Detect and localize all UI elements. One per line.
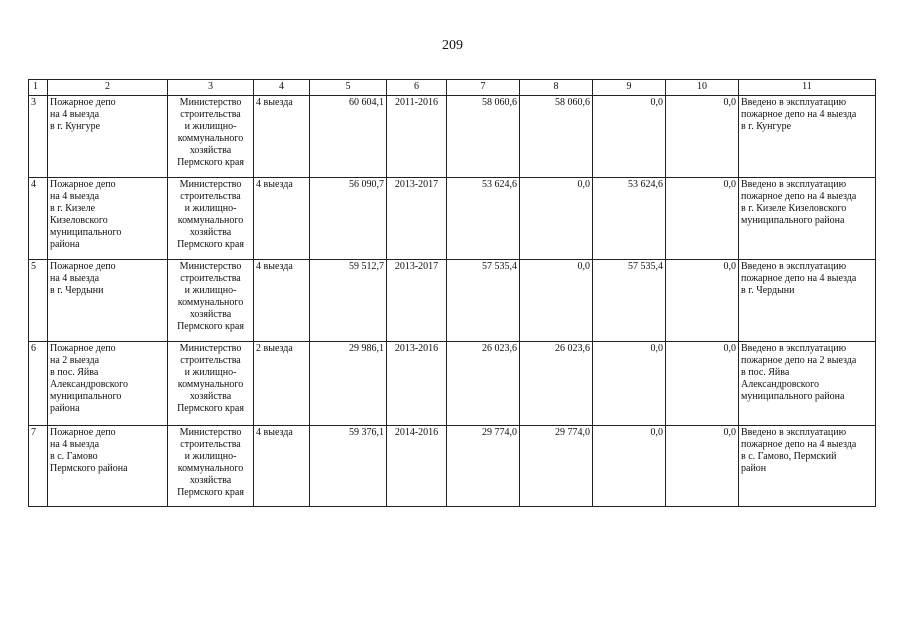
table-row (29, 342, 876, 426)
estimated-cost: 59 512,7 (310, 260, 387, 342)
amount-col10: 0,0 (666, 342, 739, 426)
amount-col10: 0,0 (666, 96, 739, 178)
row-number: 5 (29, 260, 48, 342)
amount-col8: 58 060,6 (520, 96, 593, 178)
column-number-row (29, 80, 876, 96)
row-number: 3 (29, 96, 48, 178)
amount-col8: 0,0 (520, 260, 593, 342)
customer: Министерство строительства и жилищно- коммунального хозяйства Пермского края (168, 426, 254, 507)
program-table (28, 79, 876, 507)
period: 2013-2016 (387, 342, 447, 426)
capacity: 4 выезда (254, 426, 310, 507)
table-row (29, 96, 876, 178)
total-amount: 53 624,6 (447, 178, 520, 260)
customer: Министерство строительства и жилищно- коммунального хозяйства Пермского края (168, 178, 254, 260)
period: 2013-2017 (387, 178, 447, 260)
column-header: 9 (593, 80, 666, 96)
column-header: 10 (666, 80, 739, 96)
amount-col9: 0,0 (593, 342, 666, 426)
row-number: 6 (29, 342, 48, 426)
estimated-cost: 60 604,1 (310, 96, 387, 178)
customer: Министерство строительства и жилищно- коммунального хозяйства Пермского края (168, 96, 254, 178)
estimated-cost: 29 986,1 (310, 342, 387, 426)
page-number: 209 (442, 38, 463, 53)
table-row (29, 178, 876, 260)
column-header: 7 (447, 80, 520, 96)
total-amount: 58 060,6 (447, 96, 520, 178)
column-header: 8 (520, 80, 593, 96)
amount-col9: 0,0 (593, 426, 666, 507)
object-name: Пожарное депо на 4 выезда в с. Гамово Пермского района (48, 426, 168, 507)
amount-col9: 57 535,4 (593, 260, 666, 342)
expected-result: Введено в эксплуатацию пожарное депо на 2 выезда в пос. Яйва Александровского муниципального района (739, 342, 876, 426)
period: 2014-2016 (387, 426, 447, 507)
column-header: 2 (48, 80, 168, 96)
capacity: 4 выезда (254, 96, 310, 178)
amount-col8: 29 774,0 (520, 426, 593, 507)
capacity: 2 выезда (254, 342, 310, 426)
column-header: 1 (29, 80, 48, 96)
table-row (29, 260, 876, 342)
column-header: 3 (168, 80, 254, 96)
amount-col9: 0,0 (593, 96, 666, 178)
expected-result: Введено в эксплуатацию пожарное депо на 4 выезда в с. Гамово, Пермский район (739, 426, 876, 507)
column-header: 11 (739, 80, 876, 96)
period: 2013-2017 (387, 260, 447, 342)
expected-result: Введено в эксплуатацию пожарное депо на 4 выезда в г. Кунгуре (739, 96, 876, 178)
column-header: 5 (310, 80, 387, 96)
estimated-cost: 56 090,7 (310, 178, 387, 260)
column-header: 4 (254, 80, 310, 96)
estimated-cost: 59 376,1 (310, 426, 387, 507)
row-number: 7 (29, 426, 48, 507)
amount-col10: 0,0 (666, 178, 739, 260)
customer: Министерство строительства и жилищно- коммунального хозяйства Пермского края (168, 342, 254, 426)
customer: Министерство строительства и жилищно- коммунального хозяйства Пермского края (168, 260, 254, 342)
expected-result: Введено в эксплуатацию пожарное депо на 4 выезда в г. Кизеле Кизеловского муниципального района (739, 178, 876, 260)
amount-col8: 0,0 (520, 178, 593, 260)
total-amount: 57 535,4 (447, 260, 520, 342)
row-number: 4 (29, 178, 48, 260)
object-name: Пожарное депо на 2 выезда в пос. Яйва Александровского муниципального района (48, 342, 168, 426)
amount-col9: 53 624,6 (593, 178, 666, 260)
total-amount: 29 774,0 (447, 426, 520, 507)
period: 2011-2016 (387, 96, 447, 178)
column-header: 6 (387, 80, 447, 96)
amount-col8: 26 023,6 (520, 342, 593, 426)
object-name: Пожарное депо на 4 выезда в г. Чердыни (48, 260, 168, 342)
capacity: 4 выезда (254, 178, 310, 260)
amount-col10: 0,0 (666, 426, 739, 507)
table-row (29, 426, 876, 507)
amount-col10: 0,0 (666, 260, 739, 342)
total-amount: 26 023,6 (447, 342, 520, 426)
object-name: Пожарное депо на 4 выезда в г. Кунгуре (48, 96, 168, 178)
expected-result: Введено в эксплуатацию пожарное депо на 4 выезда в г. Чердыни (739, 260, 876, 342)
capacity: 4 выезда (254, 260, 310, 342)
object-name: Пожарное депо на 4 выезда в г. Кизеле Кизеловского муниципального района (48, 178, 168, 260)
